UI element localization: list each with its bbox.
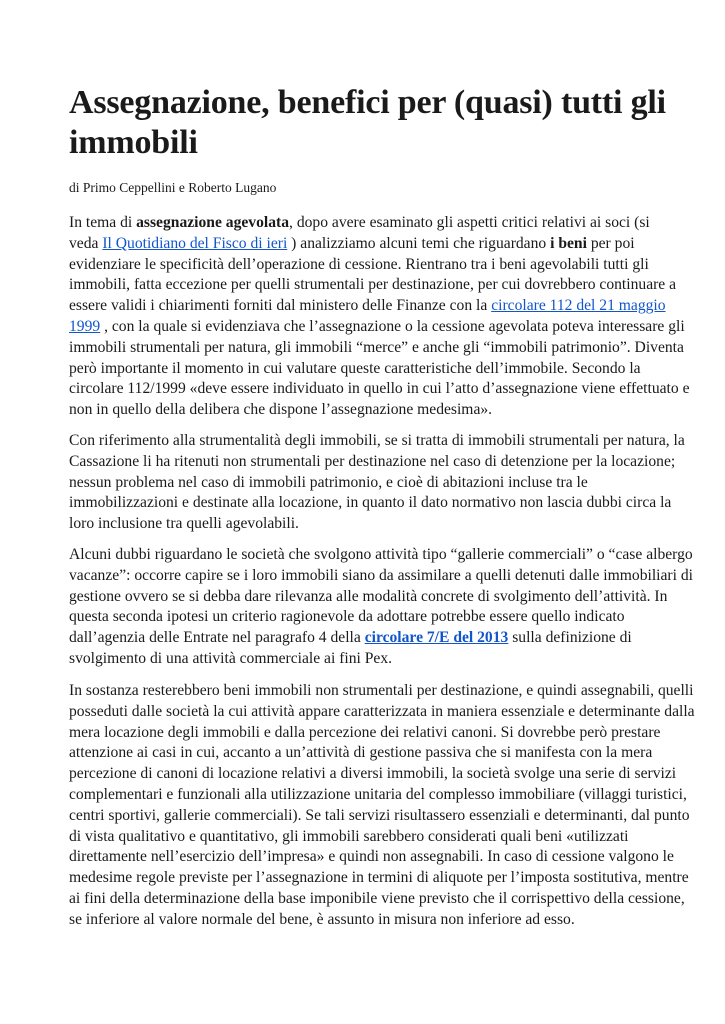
text-line: centri sportivi, gallerie commerciali). Se tali servizi risultassero essenziali e determinanti, dal punto [69, 806, 690, 824]
text-line: però importante il momento in cui valutare queste caratteristiche dell’immobile. Secondo la [69, 359, 641, 377]
text-line [69, 234, 669, 255]
text-line: medesime regole previste per l’assegnazione in termini di aliquote per l’imposta sostitutiva, mentre [69, 869, 689, 887]
text-line: complementari e funzionali alla utilizzazione unitaria del complesso immobiliare (villaggi turistici, [69, 785, 687, 803]
text-line: attenzione ai casi in cui, accanto a un’attività di gestione passiva che si manifesta con la mera [69, 744, 653, 762]
text-line [69, 296, 669, 317]
article-title [69, 83, 669, 163]
text-line: Cassazione li ha ritenuti non strumentali per destinazione nel caso di detenzione per la locazione; [69, 452, 676, 470]
text-run: , con la quale si evidenziava che l’assegnazione o la cessione agevolata poteva interessare gli [100, 317, 685, 335]
bold-text: i beni [550, 234, 587, 252]
circolare-112-link[interactable]: circolare 112 del 21 maggio [491, 297, 666, 315]
circolare-112-link-year[interactable]: 1999 [69, 317, 101, 335]
text-run: veda [69, 234, 103, 252]
text-line: evidenziare le specificità dell’operazione di cessione. Rientrano tra i beni agevolabili tutti gli [69, 255, 649, 273]
text-line: immobilizzazioni e destinate alla locazione, in quanto il dato normativo non lascia dubbi circa la [69, 494, 672, 512]
text-line: Alcuni dubbi riguardano le società che svolgono attività tipo “gallerie commerciali” o “case albergo [69, 546, 693, 563]
text-line: posseduti dalle società la cui attività appare caratterizzata in maniera essenziale e determinante dalla [69, 702, 695, 720]
text-line: svolgimento di una attività commerciale ai fini Pex. [69, 649, 393, 667]
circolare-7e-link[interactable]: circolare 7/E del 2013 [364, 629, 509, 647]
paragraph-4 [69, 681, 695, 931]
text-line [69, 317, 685, 338]
text-line: gestione ovvero se si debba dare rilevanza alle modalità concrete di svolgimento dell’attività. In [69, 587, 668, 605]
text-line: direttamente nell’esercizio dell’impresa» e quindi non assegnabili. In caso di cessione valgono le [69, 848, 674, 866]
title-line: Assegnazione, benefici per (quasi) tutti gli [69, 84, 666, 121]
text-line [69, 213, 669, 234]
text-run: In tema di [69, 214, 137, 231]
text-run: ) analizziamo alcuni temi che riguardano [287, 234, 551, 252]
text-run: essere validi i chiarimenti forniti dal ministero delle Finanze con la [69, 297, 492, 315]
text-run: , dopo avere esaminato gli aspetti critici relativi ai soci (si [289, 214, 650, 231]
text-line: circolare 112/1999 «deve essere individuato in quello in cui l’atto d’assegnazione viene effettuato e [69, 380, 690, 398]
text-line: nessun problema nel caso di immobili patrimonio, e cioè di abitazioni incluse tra le [69, 473, 588, 491]
text-line: di vista qualitativo e quantitativo, gli immobili sarebbero considerati quali beni «utilizzati [69, 827, 629, 845]
text-line: ai fini della determinazione della base imponibile viene previsto che il corrispettivo della cessione, [69, 889, 685, 907]
paragraph-1 [69, 213, 690, 421]
text-line: loro inclusione tra quelli agevolabili. [69, 515, 299, 533]
text-line [69, 628, 669, 649]
text-line: Con riferimento alla strumentalità degli immobili, se si tratta di immobili strumentali per natura, la [69, 432, 685, 449]
text-run: per poi [586, 234, 635, 252]
text-line: immobili strumentali per natura, gli immobili “merce” e anche gli “immobili patrimonio”. Diventa [69, 338, 684, 356]
text-run: sulla definizione di [508, 629, 632, 647]
title-line: immobili [69, 124, 198, 161]
text-line: questa seconda ipotesi un criterio ragionevole da adottare potrebbe essere quello indicato [69, 608, 625, 626]
text-line: In sostanza resterebbero beni immobili non strumentali per destinazione, e quindi assegnabili, quelli [69, 682, 694, 699]
text-line: mera locazione degli immobili e dalla percezione dei relativi canoni. Si dovrebbe però prestare [69, 723, 661, 741]
text-line: non in quello della delibera che dispone l’assegnazione medesima». [69, 401, 493, 419]
text-run: dall’agenzia delle Entrate nel paragrafo 4 della [69, 629, 365, 647]
paragraph-2 [69, 431, 685, 535]
bold-text: assegnazione agevolata [136, 214, 290, 231]
paragraph-3 [69, 545, 693, 670]
text-line: vacanze”: occorre capire se i loro immobili siano da assimilare a quelli detenuti dalle immobiliari di [69, 566, 693, 584]
quotidiano-fisco-link[interactable]: Il Quotidiano del Fisco di ieri [102, 234, 288, 252]
text-line: immobili, fatta eccezione per quelli strumentali per destinazione, per cui dovrebbero continuare a [69, 276, 677, 294]
text-line: percezione di canoni di locazione relativi a diversi immobili, la società svolge una serie di servizi [69, 765, 677, 783]
article-byline: di Primo Ceppellini e Roberto Lugano [69, 180, 277, 195]
text-line: se inferiore al valore normale del bene, è assunto in misura non inferiore ad esso. [69, 910, 575, 928]
